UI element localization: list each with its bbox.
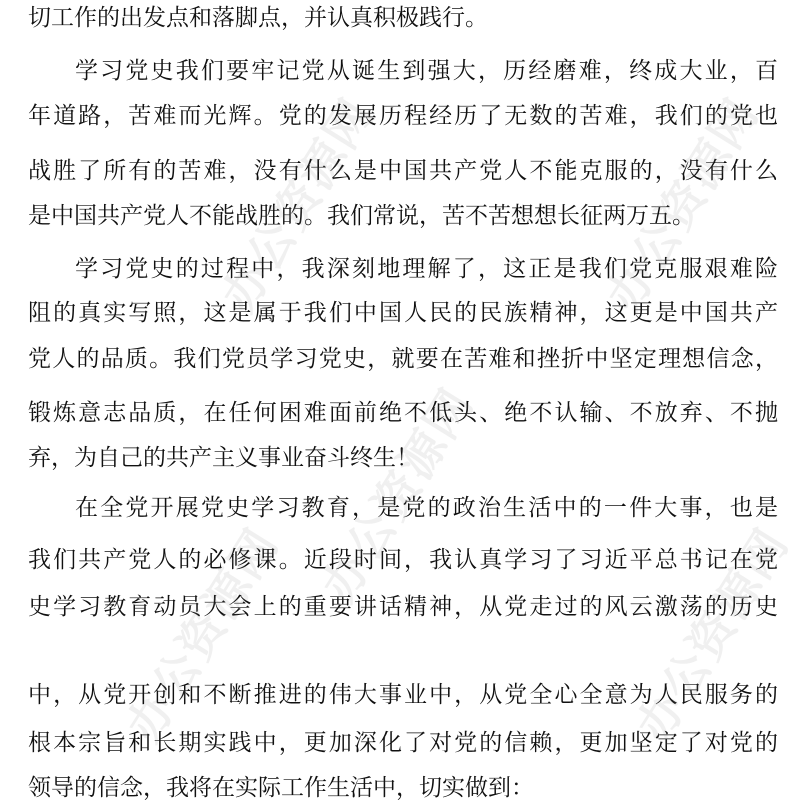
text-line: 阻的真实写照，这是属于我们中国人民的民族精神，这更是中国共产 <box>28 300 778 326</box>
text-line: 学习党史我们要牢记党从诞生到强大，历经磨难，终成大业，百 <box>75 58 778 84</box>
text-line: 是中国共产党人不能战胜的。我们常说，苦不苦想想长征两万五。 <box>28 203 695 229</box>
text-line: 年道路，苦难而光辉。党的发展历程经历了无数的苦难，我们的党也 <box>28 103 778 129</box>
text-line: 战胜了所有的苦难，没有什么是中国共产党人不能克服的，没有什么 <box>28 158 778 184</box>
text-line: 在全党开展党史学习教育，是党的政治生活中的一件大事，也是 <box>75 495 778 521</box>
text-line: 根本宗旨和长期实践中，更加深化了对党的信赖，更加坚定了对党的 <box>28 730 778 756</box>
watermark: 办公资源网 <box>596 88 770 321</box>
text-line: 弃，为自己的共产主义事业奋斗终生！ <box>28 445 419 471</box>
text-line: 领导的信念，我将在实际工作生活中，切实做到： <box>28 775 534 800</box>
text-line: 我们共产党人的必修课。近段时间，我认真学习了习近平总书记在党 <box>28 547 778 573</box>
text-line: 史学习教育动员大会上的重要讲话精神，从党走过的风云激荡的历史 <box>28 594 778 620</box>
text-line: 切工作的出发点和落脚点，并认真积极践行。 <box>28 5 488 31</box>
text-line: 锻炼意志品质，在任何困难面前绝不低头、绝不认输、不放弃、不抛 <box>28 400 778 426</box>
watermark: 办公资源网 <box>211 88 385 321</box>
watermark: 办公资源网 <box>626 518 800 751</box>
watermark: 办公资源网 <box>116 518 290 751</box>
watermark: 办公资源网 <box>311 378 485 611</box>
text-line: 学习党史的过程中，我深刻地理解了，这正是我们党克服艰难险 <box>75 256 778 282</box>
text-line: 党人的品质。我们党员学习党史，就要在苦难和挫折中坚定理想信念， <box>28 346 778 372</box>
text-line: 中，从党开创和不断推进的伟大事业中，从党全心全意为人民服务的 <box>28 682 778 708</box>
